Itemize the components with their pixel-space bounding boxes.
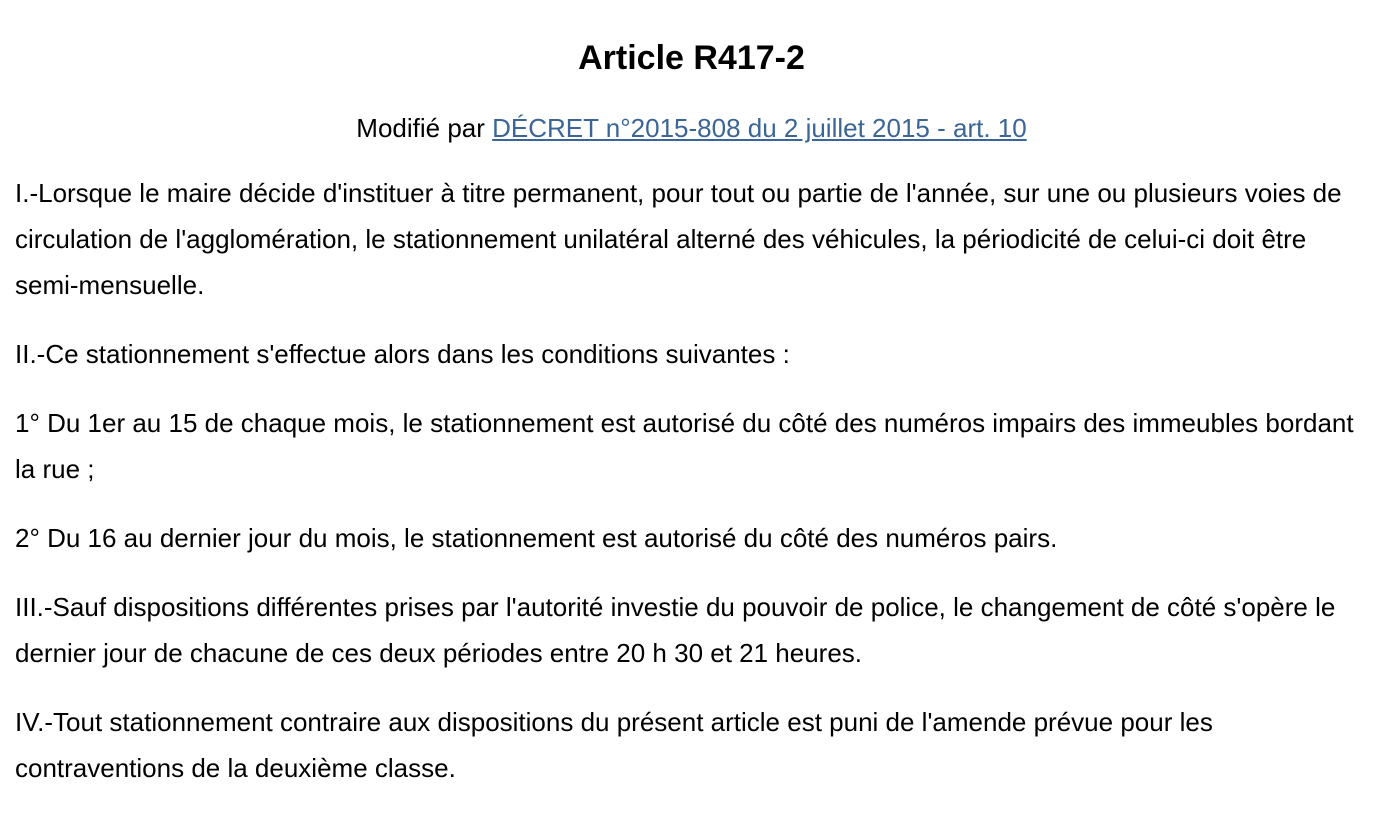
modified-prefix: Modifié par	[356, 113, 485, 143]
paragraph-iv: IV.-Tout stationnement contraire aux dispositions du présent article est puni de l'amende prévue pour les contraventions de la deuxième classe.	[15, 707, 1213, 783]
decree-link[interactable]: DÉCRET n°2015-808 du 2 juillet 2015 - art. 10	[492, 113, 1027, 143]
article-body	[15, 170, 1368, 791]
paragraph-iii: III.-Sauf dispositions différentes prises par l'autorité investie du pouvoir de police, le changement de côté s'opère le dernier jour de chacune de ces deux périodes entre 20 h 30 et 21 heures.	[15, 592, 1336, 668]
paragraph-ii: II.-Ce stationnement s'effectue alors dans les conditions suivantes :	[15, 339, 790, 369]
paragraph-2: 2° Du 16 au dernier jour du mois, le stationnement est autorisé du côté des numéros pairs.	[15, 523, 1058, 553]
paragraph-i: I.-Lorsque le maire décide d'instituer à titre permanent, pour tout ou partie de l'année, sur une ou plusieurs voies de circulation de l'agglomération, le stationnement unilatéral alterné des véhicules, la périodicité de celui-ci doit être semi-mensuelle.	[15, 178, 1342, 300]
modification-note	[15, 111, 1368, 145]
paragraph-1: 1° Du 1er au 15 de chaque mois, le stationnement est autorisé du côté des numéros impairs des immeubles bordant la rue ;	[15, 408, 1354, 484]
article-title: Article R417-2	[578, 39, 805, 77]
